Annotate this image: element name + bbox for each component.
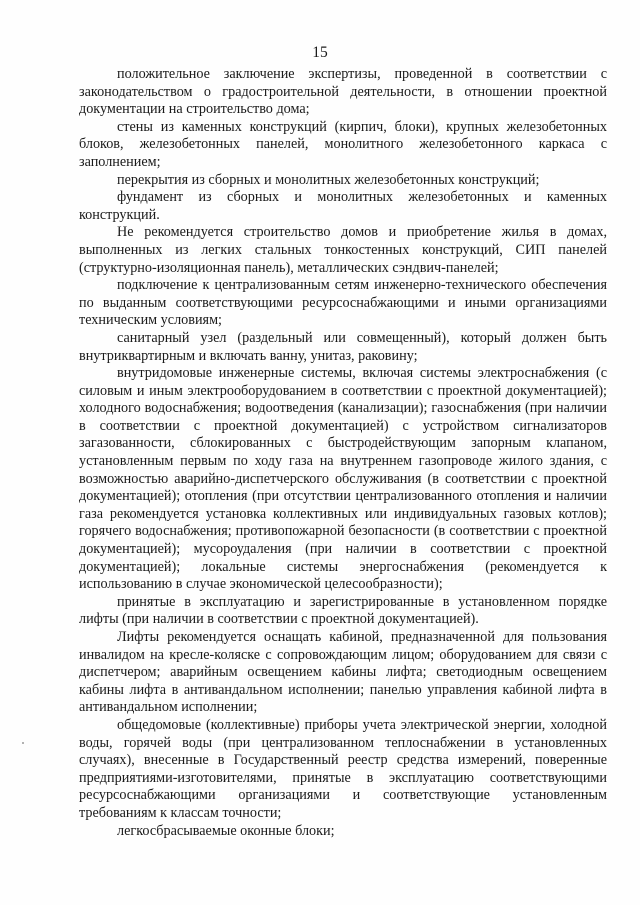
paragraph: легкосбрасываемые оконные блоки; — [117, 822, 335, 839]
paragraph: принятые в эксплуатацию и зарегистрированные в установленном порядке лифты (при наличии в соответствии с проектной документацией). — [79, 593, 607, 628]
paragraph: Лифты рекомендуется оснащать кабиной, предназначенной для пользования инвалидом на кресле-коляске с сопровождающим лицом; оборудованием для связи с диспетчером; аварийным освещением кабины лифта; светодиодным освещением кабины лифта в антивандальном исполнении; панелью управления кабиной лифта в антивандальном исполнении; — [79, 629, 607, 716]
page-number: 15 — [312, 44, 328, 61]
document-body — [79, 66, 607, 840]
paragraph: внутридомовые инженерные системы, включая системы электроснабжения (с силовым и иным электрооборудованием в соответствии с проектной документацией); холодного водоснабжения; водоотведения (канализации); газоснабжения (при наличии в соответствии с проектной документацией) с устройством сигнализаторов загазованности, сблокированных с быстродействующим запорным клапаном, установленным первым по ходу газа на внутреннем газопроводе жилого здания, с возможностью аварийно-диспетчерского обслуживания (в соответствии с проектной документацией); отопления (при отсутствии централизованного отопления и наличии газа рекомендуется установка коллективных или индивидуальных газовых котлов); горячего водоснабжения; противопожарной безопасности (в соответствии с проектной документацией); мусороудаления (при наличии в соответствии с проектной документацией); локальные системы энергоснабжения (рекомендуется к использованию в случае экономической целесообразности); — [79, 365, 607, 593]
paragraph: стены из каменных конструкций (кирпич, блоки), крупных железобетонных блоков, железобетонных панелей, монолитного железобетонного каркаса с заполнением; — [79, 118, 607, 170]
paragraph: Не рекомендуется строительство домов и приобретение жилья в домах, выполненных из легких стальных тонкостенных конструкций, СИП панелей (структурно-изоляционная панель), металлических сэндвич-панелей; — [79, 224, 607, 276]
paragraph: санитарный узел (раздельный или совмещенный), который должен быть внутриквартирным и включать ванну, унитаз, раковину; — [79, 329, 607, 364]
paragraph: фундамент из сборных и монолитных железобетонных и каменных конструкций. — [79, 189, 607, 223]
paragraph: перекрытия из сборных и монолитных железобетонных конструкций; — [117, 171, 540, 188]
paragraph: общедомовые (коллективные) приборы учета электрической энергии, холодной воды, горячей воды (при централизованном теплоснабжении в установленных случаях), внесенные в Государственный реестр средства измерений, поверенные предприятиями-изготовителями, принятые в эксплуатацию соответствующими ресурсоснабжающими организациями и соответствующие установленным требованиям к классам точности; — [79, 716, 607, 821]
paragraph: положительное заключение экспертизы, проведенной в соответствии с законодательством о градостроительной деятельности, в отношении проектной документации на строительство дома; — [79, 66, 607, 118]
paragraph: подключение к централизованным сетям инженерно-технического обеспечения по выданным соответствующими ресурсоснабжающими и иными организациями техническим условиям; — [79, 277, 607, 329]
scan-artifact — [22, 742, 24, 744]
